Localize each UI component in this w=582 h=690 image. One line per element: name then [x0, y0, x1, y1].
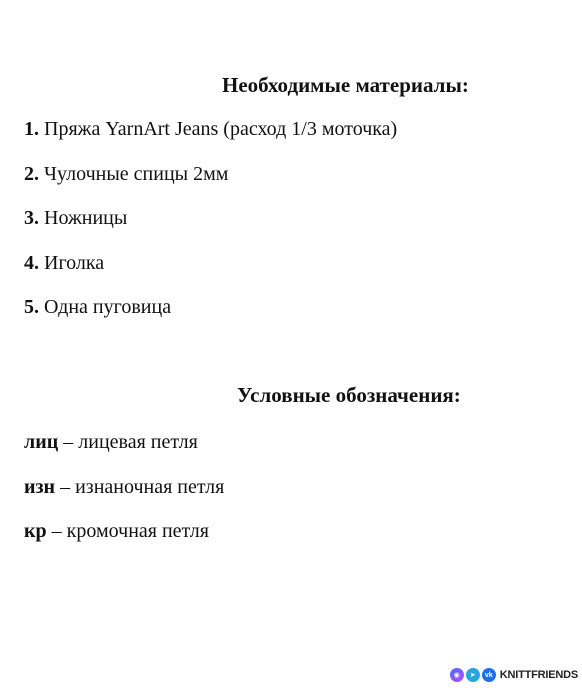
material-number: 3.: [24, 207, 39, 229]
material-text: Чулочные спицы 2мм: [44, 163, 229, 185]
material-item-4: [24, 252, 104, 275]
legend-abbr: кр: [24, 520, 47, 542]
materials-heading: Необходимые материалы:: [222, 73, 469, 97]
material-text: Ножницы: [44, 207, 128, 229]
legend-item-3: [24, 520, 209, 543]
material-number: 1.: [24, 118, 39, 140]
material-number: 5.: [24, 296, 39, 318]
material-number: 4.: [24, 252, 39, 274]
legend-text: – изнаночная петля: [60, 476, 225, 498]
legend-heading: Условные обозначения:: [237, 383, 461, 407]
material-item-5: [24, 296, 171, 319]
material-text: Иголка: [44, 252, 105, 274]
watermark-text: KNITTFRIENDS: [499, 669, 578, 681]
material-item-1: [24, 118, 397, 141]
material-item-3: [24, 207, 127, 230]
legend-text: – лицевая петля: [63, 431, 198, 453]
legend-text: – кромочная петля: [51, 520, 209, 542]
material-text: Одна пуговица: [44, 296, 172, 318]
legend-item-2: [24, 476, 224, 499]
material-item-2: [24, 163, 228, 186]
max-icon: ◉: [450, 668, 464, 682]
legend-abbr: изн: [24, 476, 56, 498]
vk-icon: vk: [482, 668, 496, 682]
telegram-icon: ➤: [466, 668, 480, 682]
material-text: Пряжа YarnArt Jeans (расход 1/3 моточка): [44, 118, 398, 140]
legend-item-1: [24, 431, 198, 454]
material-number: 2.: [24, 163, 39, 185]
legend-abbr: лиц: [24, 431, 59, 453]
watermark: [450, 668, 578, 682]
